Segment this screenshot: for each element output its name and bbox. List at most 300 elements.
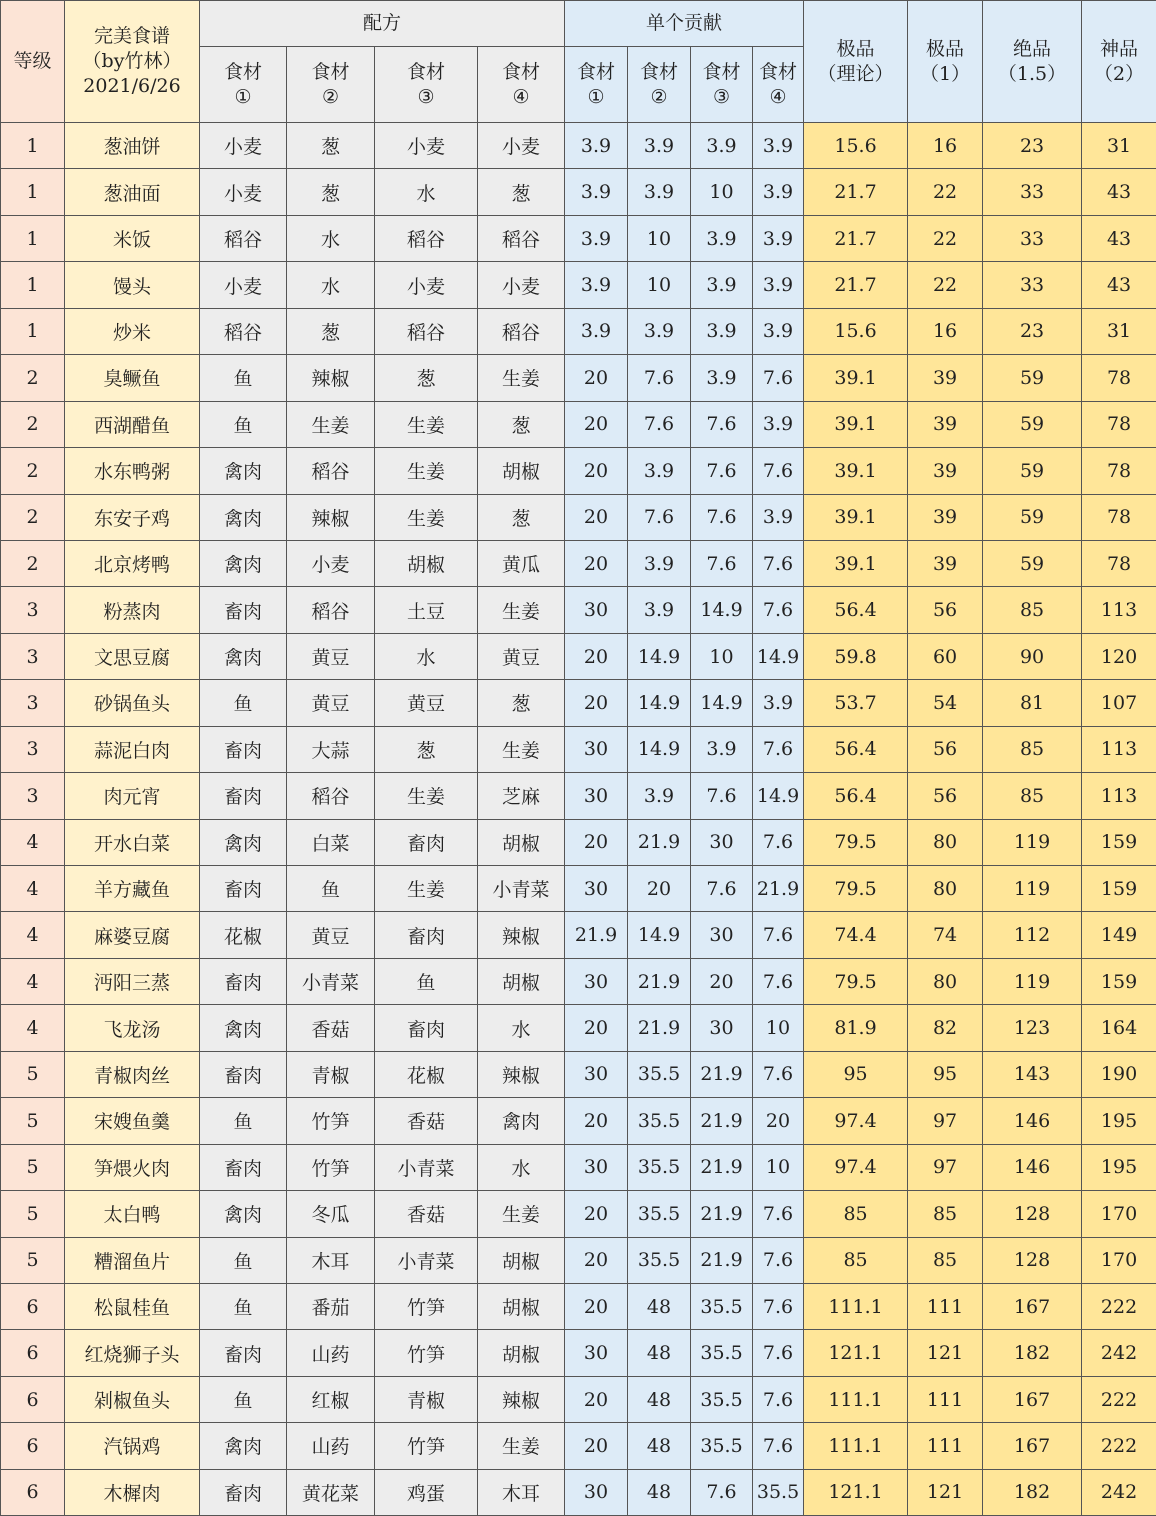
result-2-cell: 242 — [1082, 1469, 1156, 1515]
result-1-cell: 80 — [908, 819, 983, 865]
ingredient-4-cell: 生姜 — [478, 726, 565, 772]
contribution-3-cell: 7.6 — [691, 401, 753, 447]
level-cell: 5 — [1, 1098, 65, 1144]
result-1-5-cell: 59 — [983, 448, 1082, 494]
contribution-2-cell: 35.5 — [628, 1237, 691, 1283]
contribution-header-3: 食材 ③ — [691, 47, 753, 123]
level-cell: 4 — [1, 912, 65, 958]
result-2-cell: 159 — [1082, 819, 1156, 865]
contribution-4-cell: 3.9 — [753, 215, 804, 261]
contribution-3-cell: 7.6 — [691, 1469, 753, 1515]
recipe-name-cell: 水东鸭粥 — [65, 448, 200, 494]
level-cell: 5 — [1, 1051, 65, 1097]
contribution-1-cell: 3.9 — [565, 215, 628, 261]
recipe-name-cell: 太白鸭 — [65, 1191, 200, 1237]
ingredient-1-cell: 畜肉 — [200, 726, 287, 772]
contribution-3-cell: 7.6 — [691, 773, 753, 819]
result-2-cell: 43 — [1082, 215, 1156, 261]
recipe-header: 完美食谱 （by竹林） 2021/6/26 — [65, 1, 200, 123]
ingredient-2-cell: 红椒 — [287, 1376, 375, 1422]
ingredient-2-cell: 黄豆 — [287, 912, 375, 958]
result-1-cell: 39 — [908, 448, 983, 494]
result-1-cell: 111 — [908, 1283, 983, 1329]
result-2-cell: 164 — [1082, 1005, 1156, 1051]
ingredient-4-cell: 小麦 — [478, 123, 565, 169]
table-row — [1, 633, 1156, 679]
contribution-3-cell: 21.9 — [691, 1237, 753, 1283]
ingredient-2-cell: 山药 — [287, 1423, 375, 1469]
result-1-cell: 82 — [908, 1005, 983, 1051]
contribution-3-cell: 21.9 — [691, 1191, 753, 1237]
ingredient-4-cell: 胡椒 — [478, 1237, 565, 1283]
contribution-4-cell: 7.6 — [753, 1423, 804, 1469]
contribution-2-cell: 20 — [628, 866, 691, 912]
contribution-4-cell: 10 — [753, 1005, 804, 1051]
result-1-5-cell: 90 — [983, 633, 1082, 679]
ingredient-3-cell: 畜肉 — [375, 912, 478, 958]
level-cell: 1 — [1, 123, 65, 169]
ingredient-3-cell: 花椒 — [375, 1051, 478, 1097]
contribution-3-cell: 35.5 — [691, 1330, 753, 1376]
table-row — [1, 262, 1156, 308]
contribution-4-cell: 7.6 — [753, 355, 804, 401]
recipe-name-cell: 糟溜鱼片 — [65, 1237, 200, 1283]
ingredient-2-cell: 稻谷 — [287, 587, 375, 633]
result-1-cell: 60 — [908, 633, 983, 679]
table-row — [1, 1051, 1156, 1097]
result-theory-cell: 79.5 — [804, 958, 908, 1004]
ingredient-2-cell: 大蒜 — [287, 726, 375, 772]
result-1-cell: 121 — [908, 1469, 983, 1515]
ingredient-header-1: 食材 ① — [200, 47, 287, 123]
ingredient-1-cell: 畜肉 — [200, 773, 287, 819]
contribution-2-cell: 10 — [628, 215, 691, 261]
result-1-cell: 74 — [908, 912, 983, 958]
result-1-cell: 121 — [908, 1330, 983, 1376]
level-cell: 2 — [1, 494, 65, 540]
contribution-3-cell: 14.9 — [691, 587, 753, 633]
level-cell: 1 — [1, 169, 65, 215]
ingredient-header-4: 食材 ④ — [478, 47, 565, 123]
contribution-4-cell: 3.9 — [753, 308, 804, 354]
contribution-1-cell: 30 — [565, 1330, 628, 1376]
ingredient-2-cell: 香菇 — [287, 1005, 375, 1051]
contribution-2-cell: 48 — [628, 1283, 691, 1329]
contribution-1-cell: 30 — [565, 866, 628, 912]
contribution-1-cell: 20 — [565, 1191, 628, 1237]
contribution-1-cell: 20 — [565, 1376, 628, 1422]
recipe-name-cell: 文思豆腐 — [65, 633, 200, 679]
result-header-theory: 极品 （理论） — [804, 1, 908, 123]
result-theory-cell: 111.1 — [804, 1283, 908, 1329]
ingredient-2-cell: 稻谷 — [287, 448, 375, 494]
ingredient-3-cell: 青椒 — [375, 1376, 478, 1422]
contribution-1-cell: 21.9 — [565, 912, 628, 958]
result-1-5-cell: 23 — [983, 123, 1082, 169]
contribution-2-cell: 35.5 — [628, 1144, 691, 1190]
result-1-5-cell: 112 — [983, 912, 1082, 958]
result-theory-cell: 74.4 — [804, 912, 908, 958]
recipe-name-cell: 臭鳜鱼 — [65, 355, 200, 401]
contribution-4-cell: 3.9 — [753, 680, 804, 726]
recipe-name-cell: 葱油饼 — [65, 123, 200, 169]
result-1-5-cell: 143 — [983, 1051, 1082, 1097]
ingredient-4-cell: 葱 — [478, 680, 565, 726]
result-1-cell: 56 — [908, 587, 983, 633]
recipe-name-cell: 葱油面 — [65, 169, 200, 215]
contribution-4-cell: 7.6 — [753, 1051, 804, 1097]
level-cell: 3 — [1, 773, 65, 819]
contribution-3-cell: 30 — [691, 912, 753, 958]
result-theory-cell: 79.5 — [804, 819, 908, 865]
level-cell: 1 — [1, 262, 65, 308]
result-1-5-cell: 81 — [983, 680, 1082, 726]
table-row — [1, 726, 1156, 772]
contribution-header-2: 食材 ② — [628, 47, 691, 123]
level-cell: 3 — [1, 680, 65, 726]
contribution-1-cell: 30 — [565, 773, 628, 819]
contribution-1-cell: 30 — [565, 958, 628, 1004]
contribution-2-cell: 3.9 — [628, 448, 691, 494]
contribution-header-1: 食材 ① — [565, 47, 628, 123]
contribution-3-cell: 14.9 — [691, 680, 753, 726]
recipe-name-cell: 松鼠桂鱼 — [65, 1283, 200, 1329]
result-theory-cell: 39.1 — [804, 540, 908, 586]
result-2-cell: 78 — [1082, 540, 1156, 586]
level-cell: 3 — [1, 587, 65, 633]
recipe-name-cell: 东安子鸡 — [65, 494, 200, 540]
result-1-5-cell: 182 — [983, 1469, 1082, 1515]
contribution-2-cell: 14.9 — [628, 912, 691, 958]
table-row — [1, 123, 1156, 169]
result-theory-cell: 97.4 — [804, 1098, 908, 1144]
ingredient-3-cell: 畜肉 — [375, 1005, 478, 1051]
ingredient-header-2: 食材 ② — [287, 47, 375, 123]
table-row — [1, 819, 1156, 865]
ingredient-1-cell: 小麦 — [200, 123, 287, 169]
ingredient-2-cell: 辣椒 — [287, 494, 375, 540]
ingredient-4-cell: 黄瓜 — [478, 540, 565, 586]
contribution-3-cell: 35.5 — [691, 1423, 753, 1469]
contribution-2-cell: 48 — [628, 1330, 691, 1376]
contribution-4-cell: 7.6 — [753, 726, 804, 772]
contribution-header: 单个贡献 — [565, 1, 804, 47]
table-row — [1, 215, 1156, 261]
table-row — [1, 401, 1156, 447]
ingredient-4-cell: 胡椒 — [478, 819, 565, 865]
result-2-cell: 159 — [1082, 866, 1156, 912]
ingredient-1-cell: 鱼 — [200, 1237, 287, 1283]
ingredient-4-cell: 稻谷 — [478, 308, 565, 354]
recipe-name-cell: 羊方藏鱼 — [65, 866, 200, 912]
table-row — [1, 355, 1156, 401]
contribution-3-cell: 7.6 — [691, 866, 753, 912]
result-theory-cell: 85 — [804, 1237, 908, 1283]
contribution-2-cell: 3.9 — [628, 123, 691, 169]
result-1-5-cell: 167 — [983, 1283, 1082, 1329]
ingredient-4-cell: 辣椒 — [478, 1051, 565, 1097]
ingredient-2-cell: 番茄 — [287, 1283, 375, 1329]
table-row — [1, 958, 1156, 1004]
result-theory-cell: 85 — [804, 1191, 908, 1237]
contribution-4-cell: 14.9 — [753, 773, 804, 819]
level-cell: 2 — [1, 448, 65, 494]
result-theory-cell: 79.5 — [804, 866, 908, 912]
ingredient-1-cell: 小麦 — [200, 169, 287, 215]
ingredient-1-cell: 畜肉 — [200, 958, 287, 1004]
ingredient-4-cell: 辣椒 — [478, 912, 565, 958]
result-2-cell: 149 — [1082, 912, 1156, 958]
result-1-cell: 97 — [908, 1098, 983, 1144]
ingredient-3-cell: 生姜 — [375, 773, 478, 819]
recipe-name-cell: 汽锅鸡 — [65, 1423, 200, 1469]
result-1-cell: 95 — [908, 1051, 983, 1097]
result-theory-cell: 21.7 — [804, 169, 908, 215]
level-cell: 5 — [1, 1237, 65, 1283]
result-2-cell: 190 — [1082, 1051, 1156, 1097]
result-1-5-cell: 167 — [983, 1423, 1082, 1469]
contribution-4-cell: 7.6 — [753, 958, 804, 1004]
ingredient-1-cell: 禽肉 — [200, 494, 287, 540]
ingredient-2-cell: 黄豆 — [287, 680, 375, 726]
result-2-cell: 170 — [1082, 1191, 1156, 1237]
result-2-cell: 242 — [1082, 1330, 1156, 1376]
ingredient-1-cell: 禽肉 — [200, 1005, 287, 1051]
ingredient-4-cell: 生姜 — [478, 355, 565, 401]
result-2-cell: 113 — [1082, 726, 1156, 772]
ingredient-4-cell: 葱 — [478, 169, 565, 215]
result-theory-cell: 15.6 — [804, 308, 908, 354]
ingredient-4-cell: 生姜 — [478, 1423, 565, 1469]
ingredient-1-cell: 禽肉 — [200, 448, 287, 494]
contribution-2-cell: 3.9 — [628, 587, 691, 633]
ingredient-1-cell: 禽肉 — [200, 633, 287, 679]
ingredient-3-cell: 鸡蛋 — [375, 1469, 478, 1515]
contribution-4-cell: 3.9 — [753, 494, 804, 540]
result-1-5-cell: 85 — [983, 726, 1082, 772]
contribution-2-cell: 7.6 — [628, 401, 691, 447]
ingredient-4-cell: 芝麻 — [478, 773, 565, 819]
result-header-1: 极品 （1） — [908, 1, 983, 123]
result-2-cell: 120 — [1082, 633, 1156, 679]
contribution-4-cell: 7.6 — [753, 448, 804, 494]
result-1-5-cell: 182 — [983, 1330, 1082, 1376]
result-1-5-cell: 85 — [983, 587, 1082, 633]
ingredient-3-cell: 胡椒 — [375, 540, 478, 586]
table-row — [1, 1330, 1156, 1376]
contribution-4-cell: 10 — [753, 1144, 804, 1190]
contribution-2-cell: 7.6 — [628, 494, 691, 540]
result-1-5-cell: 59 — [983, 494, 1082, 540]
ingredient-3-cell: 畜肉 — [375, 819, 478, 865]
contribution-2-cell: 14.9 — [628, 726, 691, 772]
contribution-4-cell: 21.9 — [753, 866, 804, 912]
contribution-1-cell: 30 — [565, 1051, 628, 1097]
table-row — [1, 169, 1156, 215]
contribution-3-cell: 3.9 — [691, 123, 753, 169]
result-theory-cell: 59.8 — [804, 633, 908, 679]
result-2-cell: 170 — [1082, 1237, 1156, 1283]
result-header-1-5: 绝品 （1.5） — [983, 1, 1082, 123]
table-row — [1, 1283, 1156, 1329]
result-2-cell: 159 — [1082, 958, 1156, 1004]
ingredient-4-cell: 黄豆 — [478, 633, 565, 679]
level-cell: 2 — [1, 540, 65, 586]
result-theory-cell: 81.9 — [804, 1005, 908, 1051]
result-2-cell: 78 — [1082, 448, 1156, 494]
contribution-2-cell: 48 — [628, 1469, 691, 1515]
table-row — [1, 680, 1156, 726]
ingredient-2-cell: 竹笋 — [287, 1144, 375, 1190]
table-row — [1, 1469, 1156, 1515]
contribution-2-cell: 48 — [628, 1423, 691, 1469]
result-1-5-cell: 146 — [983, 1098, 1082, 1144]
recipe-name-cell: 西湖醋鱼 — [65, 401, 200, 447]
contribution-4-cell: 35.5 — [753, 1469, 804, 1515]
contribution-3-cell: 7.6 — [691, 448, 753, 494]
ingredient-3-cell: 小青菜 — [375, 1237, 478, 1283]
ingredient-1-cell: 畜肉 — [200, 587, 287, 633]
result-1-cell: 111 — [908, 1376, 983, 1422]
contribution-4-cell: 7.6 — [753, 819, 804, 865]
result-theory-cell: 39.1 — [804, 494, 908, 540]
result-theory-cell: 53.7 — [804, 680, 908, 726]
contribution-1-cell: 20 — [565, 1005, 628, 1051]
contribution-2-cell: 21.9 — [628, 958, 691, 1004]
result-1-5-cell: 167 — [983, 1376, 1082, 1422]
contribution-1-cell: 3.9 — [565, 123, 628, 169]
contribution-3-cell: 21.9 — [691, 1051, 753, 1097]
ingredient-2-cell: 山药 — [287, 1330, 375, 1376]
contribution-3-cell: 35.5 — [691, 1376, 753, 1422]
result-1-cell: 80 — [908, 866, 983, 912]
result-2-cell: 31 — [1082, 308, 1156, 354]
contribution-2-cell: 35.5 — [628, 1051, 691, 1097]
result-theory-cell: 97.4 — [804, 1144, 908, 1190]
result-theory-cell: 56.4 — [804, 587, 908, 633]
table-row — [1, 866, 1156, 912]
contribution-4-cell: 7.6 — [753, 1330, 804, 1376]
result-1-cell: 54 — [908, 680, 983, 726]
contribution-header-4: 食材 ④ — [753, 47, 804, 123]
result-1-cell: 16 — [908, 308, 983, 354]
contribution-1-cell: 20 — [565, 448, 628, 494]
result-1-cell: 16 — [908, 123, 983, 169]
result-2-cell: 222 — [1082, 1376, 1156, 1422]
result-2-cell: 78 — [1082, 401, 1156, 447]
result-theory-cell: 21.7 — [804, 262, 908, 308]
recipe-name-cell: 麻婆豆腐 — [65, 912, 200, 958]
recipe-name-cell: 青椒肉丝 — [65, 1051, 200, 1097]
result-2-cell: 222 — [1082, 1423, 1156, 1469]
ingredient-3-cell: 生姜 — [375, 494, 478, 540]
ingredient-2-cell: 稻谷 — [287, 773, 375, 819]
ingredient-3-cell: 生姜 — [375, 866, 478, 912]
contribution-2-cell: 21.9 — [628, 1005, 691, 1051]
contribution-4-cell: 3.9 — [753, 401, 804, 447]
contribution-4-cell: 3.9 — [753, 123, 804, 169]
level-cell: 6 — [1, 1283, 65, 1329]
recipe-name-cell: 宋嫂鱼羹 — [65, 1098, 200, 1144]
result-1-5-cell: 123 — [983, 1005, 1082, 1051]
level-cell: 6 — [1, 1469, 65, 1515]
result-theory-cell: 95 — [804, 1051, 908, 1097]
formula-header: 配方 — [200, 1, 565, 47]
result-theory-cell: 121.1 — [804, 1330, 908, 1376]
ingredient-2-cell: 小麦 — [287, 540, 375, 586]
recipe-name-cell: 北京烤鸭 — [65, 540, 200, 586]
ingredient-4-cell: 木耳 — [478, 1469, 565, 1515]
contribution-4-cell: 7.6 — [753, 540, 804, 586]
contribution-1-cell: 20 — [565, 355, 628, 401]
contribution-1-cell: 30 — [565, 587, 628, 633]
ingredient-2-cell: 黄花菜 — [287, 1469, 375, 1515]
result-1-5-cell: 33 — [983, 169, 1082, 215]
level-header: 等级 — [1, 1, 65, 123]
contribution-1-cell: 20 — [565, 1423, 628, 1469]
result-1-cell: 39 — [908, 540, 983, 586]
table-row — [1, 1423, 1156, 1469]
result-1-5-cell: 85 — [983, 773, 1082, 819]
recipe-name-cell: 米饭 — [65, 215, 200, 261]
ingredient-4-cell: 辣椒 — [478, 1376, 565, 1422]
level-cell: 3 — [1, 633, 65, 679]
contribution-3-cell: 3.9 — [691, 308, 753, 354]
ingredient-1-cell: 畜肉 — [200, 1330, 287, 1376]
ingredient-1-cell: 禽肉 — [200, 540, 287, 586]
ingredient-2-cell: 白菜 — [287, 819, 375, 865]
result-2-cell: 43 — [1082, 169, 1156, 215]
result-theory-cell: 111.1 — [804, 1423, 908, 1469]
result-1-5-cell: 59 — [983, 355, 1082, 401]
contribution-3-cell: 35.5 — [691, 1283, 753, 1329]
result-theory-cell: 56.4 — [804, 773, 908, 819]
table-body — [1, 123, 1156, 1516]
contribution-4-cell: 3.9 — [753, 169, 804, 215]
recipe-name-cell: 馒头 — [65, 262, 200, 308]
ingredient-2-cell: 葱 — [287, 123, 375, 169]
ingredient-4-cell: 小青菜 — [478, 866, 565, 912]
ingredient-1-cell: 稻谷 — [200, 215, 287, 261]
contribution-1-cell: 3.9 — [565, 308, 628, 354]
recipe-name-cell: 炒米 — [65, 308, 200, 354]
contribution-2-cell: 48 — [628, 1376, 691, 1422]
contribution-1-cell: 3.9 — [565, 169, 628, 215]
ingredient-3-cell: 生姜 — [375, 448, 478, 494]
ingredient-3-cell: 香菇 — [375, 1191, 478, 1237]
result-1-cell: 97 — [908, 1144, 983, 1190]
level-cell: 5 — [1, 1191, 65, 1237]
ingredient-1-cell: 鱼 — [200, 1376, 287, 1422]
ingredient-4-cell: 水 — [478, 1144, 565, 1190]
contribution-2-cell: 3.9 — [628, 169, 691, 215]
level-cell: 4 — [1, 1005, 65, 1051]
table-row — [1, 540, 1156, 586]
contribution-3-cell: 21.9 — [691, 1144, 753, 1190]
contribution-3-cell: 20 — [691, 958, 753, 1004]
level-cell: 2 — [1, 401, 65, 447]
contribution-3-cell: 10 — [691, 169, 753, 215]
ingredient-2-cell: 冬瓜 — [287, 1191, 375, 1237]
ingredient-3-cell: 生姜 — [375, 401, 478, 447]
result-1-cell: 22 — [908, 169, 983, 215]
result-2-cell: 113 — [1082, 587, 1156, 633]
ingredient-4-cell: 葱 — [478, 401, 565, 447]
level-cell: 6 — [1, 1376, 65, 1422]
ingredient-2-cell: 鱼 — [287, 866, 375, 912]
level-cell: 1 — [1, 308, 65, 354]
contribution-2-cell: 3.9 — [628, 540, 691, 586]
